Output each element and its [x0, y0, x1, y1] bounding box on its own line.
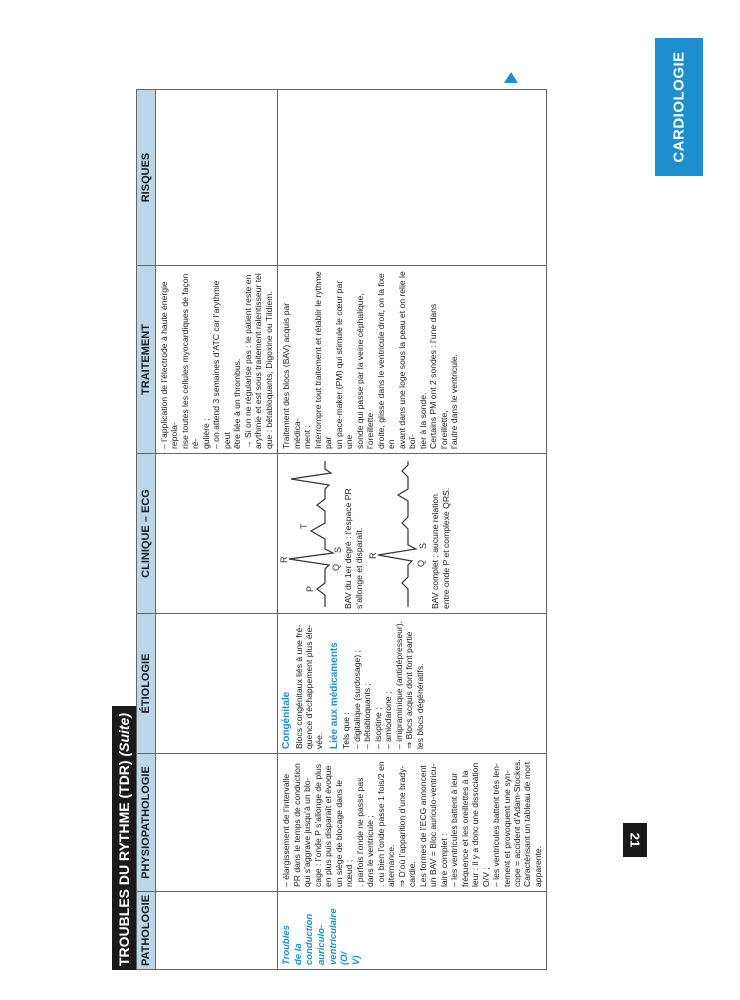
- text-line: cope = accident d’Adam-Stockes.: [511, 759, 522, 887]
- text-line: Blocs congénitaux liés à une fré-: [293, 624, 304, 749]
- ecg-trace-bav-complet: [368, 459, 430, 609]
- text-line: Interrompre tout traitement et rétablir le rythme par: [312, 271, 334, 449]
- table-title: [112, 706, 136, 970]
- ecg-label-t: T: [299, 523, 310, 529]
- text-line: fréquence et les oreillettes à la: [459, 770, 470, 887]
- cell-etiologie: [278, 614, 547, 754]
- cell-traitement: [278, 266, 547, 454]
- text-line: – isoptine ;: [372, 707, 383, 749]
- text-line: . parfois l’onde ne passe pas: [354, 777, 365, 887]
- text-line: BAV du 1er degré : l’espace PR: [343, 488, 354, 609]
- rhythm-table: [136, 89, 547, 970]
- text-line: – on attend 3 semaines d’ATC car l’arythmie peut: [211, 280, 232, 449]
- cell-clinique: [278, 454, 547, 614]
- header-physiopathologie: PHYSIOPATHOLOGIE: [137, 754, 156, 892]
- ecg-label-s: S: [333, 546, 344, 553]
- text-line: arythmie et est sous traitement ralentisseur tel: [253, 273, 264, 449]
- ecg-label-p: P: [305, 585, 316, 592]
- cell-risques: [156, 90, 278, 266]
- ecg-trace-bav1: [281, 459, 343, 609]
- header-pathologie: PATHOLOGIE: [137, 892, 156, 970]
- header-row: [137, 90, 156, 970]
- text-line: droite, glisse dans le ventricule droit, on la fixe en: [375, 273, 397, 449]
- text-line: l’autre dans le ventricule.: [449, 353, 460, 449]
- cell-etiologie: [156, 614, 278, 754]
- ecg-label-q: Q: [416, 559, 427, 567]
- text-line: que : bêtabloquants, Digoxine ou Tildiem.: [263, 291, 274, 449]
- pathology-name-line: ventriculaire (O/: [327, 908, 351, 965]
- text-line: rise toutes les cellules myocardiques de façon ré-: [179, 273, 201, 449]
- text-line: être liée à un thrombus.: [232, 358, 243, 449]
- text-line: – bêtabloquants ;: [362, 683, 373, 749]
- section-tab-label: CARDIOLOGIE: [670, 51, 688, 163]
- text-line: s’allonge et disparaît.: [353, 527, 364, 609]
- cell-risques: [278, 90, 547, 266]
- page-number: 21: [627, 832, 643, 848]
- pathology-name-line: auriculo-: [316, 924, 328, 965]
- text-line: un siège de blocage dans le: [333, 779, 344, 887]
- ecg-label-r: R: [279, 556, 290, 563]
- text-line: ⇒ Blocs acquis dont font partie: [404, 631, 415, 749]
- text-line: – les ventricules battent très len-: [491, 763, 502, 887]
- text-line: nœud ;: [344, 859, 355, 887]
- text-line: tier à la sonde.: [417, 392, 428, 449]
- text-line: ment :: [302, 425, 313, 449]
- header-etiologie: ÉTIOLOGIE: [137, 614, 156, 754]
- text-line: – digitalique (surdosage) ;: [351, 650, 362, 749]
- text-line: un pace-maker (PM) qui stimule le cœur par une: [333, 280, 355, 449]
- rotated-table-block: [112, 90, 543, 970]
- header-traitement: TRAITEMENT: [137, 266, 156, 454]
- text-line: sonde qui passe par la veine céphalique, l’oreillette: [354, 293, 376, 449]
- text-line: PR dans le temps de conduction: [291, 763, 302, 887]
- text-line: cage : l’onde P s’allonge de plus: [312, 763, 323, 887]
- title-main: TROUBLES DU RYTHME (TDR): [116, 760, 132, 966]
- subheading-medicaments: Liée aux médicaments: [328, 642, 340, 749]
- text-line: Certains PM ont 2 sondes : l’une dans l’oreillette,: [428, 303, 449, 449]
- page-number-box: [623, 823, 647, 857]
- title-suite: (Suite): [116, 712, 132, 757]
- pathology-name-line: V): [350, 955, 362, 965]
- text-line: . ou bien l’onde passe 1 fois/2 en: [375, 761, 386, 887]
- text-line: O/V ;: [480, 867, 491, 887]
- text-line: cardie.: [407, 861, 418, 887]
- cell-clinique: [156, 454, 278, 614]
- cell-physiopathologie: [278, 754, 547, 892]
- text-line: tement et provoquent une syn-: [501, 770, 512, 887]
- text-line: – les ventricules battent à leur: [449, 772, 460, 887]
- ecg-waveform-2: [378, 461, 416, 607]
- text-line: quence d’échappement plus éle-: [304, 624, 314, 749]
- text-line: – l’application de l’électrode à haute énergie repola-: [159, 281, 180, 449]
- cell-pathologie: [278, 892, 547, 970]
- pathology-name-line: de la conduction: [292, 913, 316, 965]
- text-line: – imipraminique (antidépresseur).: [393, 620, 404, 749]
- text-line: gulière ;: [200, 418, 211, 449]
- text-line: les blocs dégénératifs.: [414, 663, 425, 749]
- text-line: ⇒ D’où l’apparition d’une brady-: [396, 765, 407, 887]
- text-line: → Si on ne régularise pas : le patient reste en: [242, 274, 253, 449]
- header-clinique-ecg: CLINIQUE – ECG: [137, 454, 156, 614]
- ecg-label-q: Q: [331, 563, 342, 571]
- text-line: dans le ventricule ;: [365, 815, 376, 887]
- text-line: entre onde P et complexe QRS.: [440, 487, 451, 609]
- text-line: laire complet :: [438, 833, 449, 887]
- section-tab: [655, 38, 703, 176]
- text-line: vée.: [314, 732, 325, 749]
- text-line: Caractérisant un tableau de mort: [522, 761, 533, 887]
- text-line: avant dans une loge sous la peau et on relie le boî-: [396, 271, 418, 449]
- ecg-label-r: R: [368, 552, 379, 559]
- text-line: un BAV = Bloc auriculo-ventricu-: [428, 763, 439, 887]
- ecg-label-s: S: [418, 542, 429, 549]
- table-row: [156, 90, 278, 970]
- text-line: Tels que :: [341, 712, 352, 749]
- text-line: BAV complet : aucune relation: [430, 494, 441, 609]
- text-line: apparente.: [532, 845, 543, 887]
- cell-pathologie: [156, 892, 278, 970]
- triangle-marker-icon: [504, 72, 518, 83]
- text-line: leur : il y a donc une dissociation: [470, 762, 481, 887]
- cell-traitement: [156, 266, 278, 454]
- header-risques: RISQUES: [137, 90, 156, 266]
- table-row: [278, 90, 547, 970]
- text-line: qui s’aggrave jusqu’à un blo-: [302, 777, 313, 887]
- text-line: en plus puis disparaît et évoque: [323, 765, 334, 887]
- text-line: Traitement des blocs (BAV) acquis par médica-: [281, 302, 302, 449]
- text-line: alternance.: [386, 844, 397, 887]
- cell-physiopathologie: [156, 754, 278, 892]
- text-line: Les formes de l’ECG annoncent: [417, 765, 428, 887]
- pathology-name-line: Troubles: [281, 925, 293, 965]
- text-line: – amiodarone ;: [383, 691, 394, 749]
- text-line: – élargissement de l’intervalle: [281, 773, 292, 887]
- subheading-congenitale: Congénitale: [281, 691, 293, 749]
